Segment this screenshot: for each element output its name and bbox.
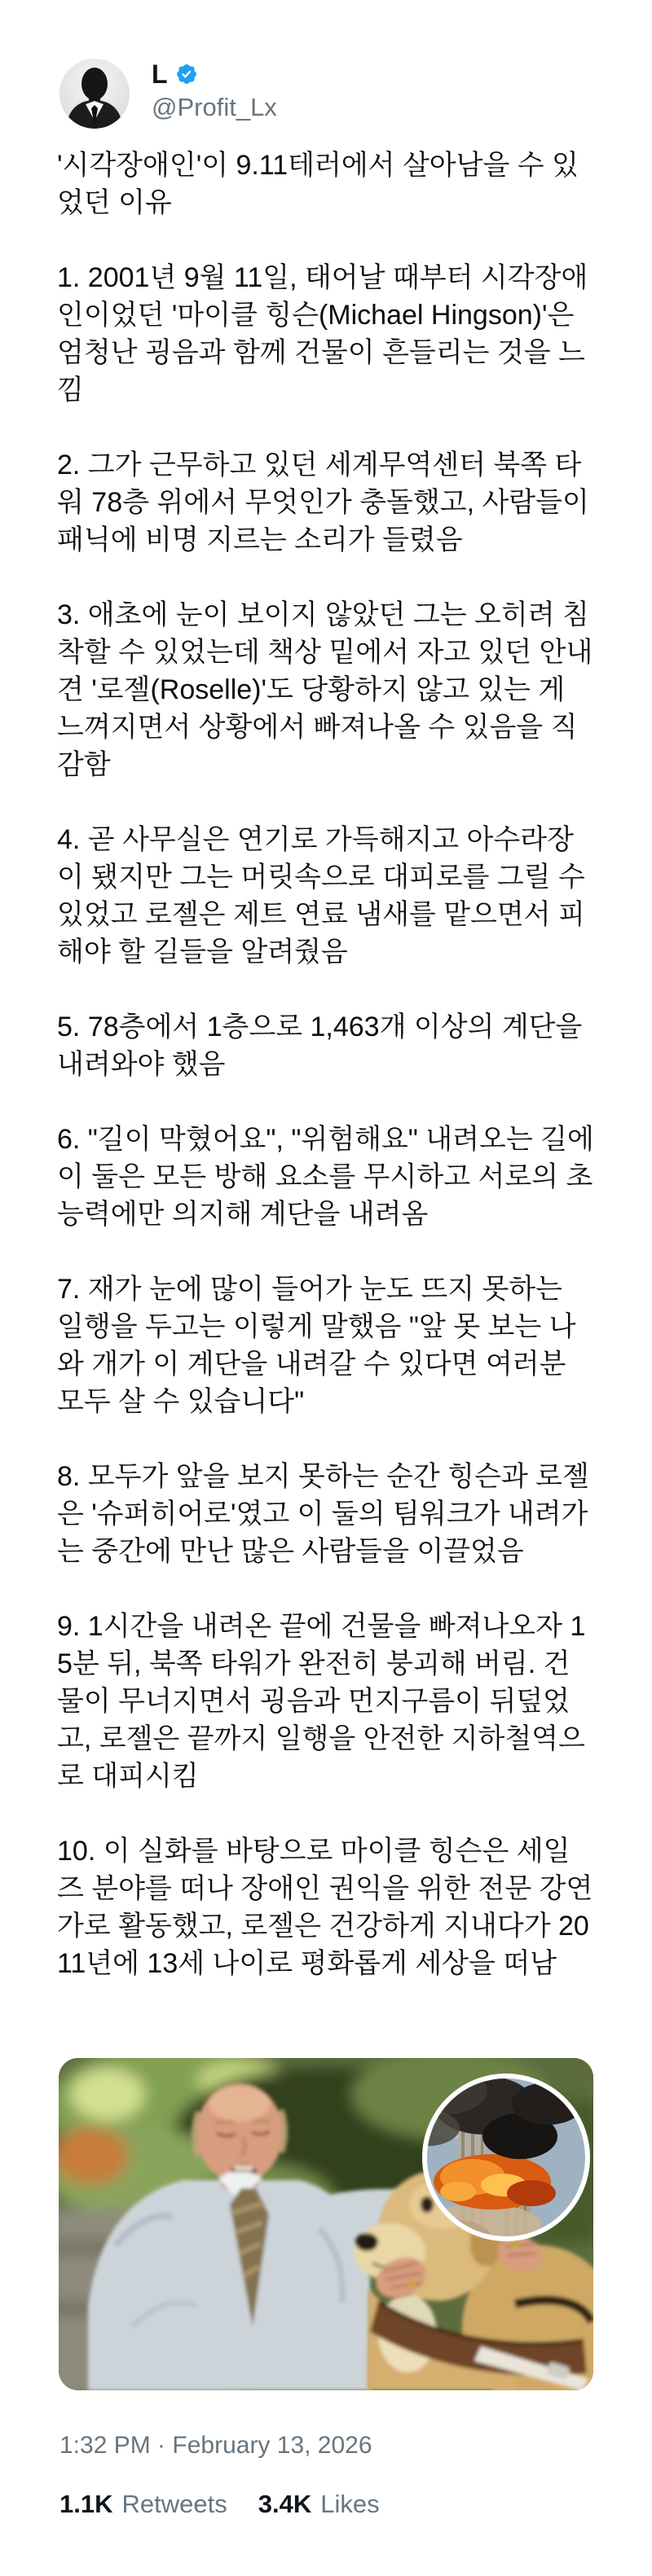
- avatar[interactable]: [59, 59, 130, 129]
- tweet-paragraph-4: 4. 곧 사무실은 연기로 가득해지고 아수라장이 됐지만 그는 머릿속으로 대피로를 그릴 수 있었고 로젤은 제트 연료 냄새를 맡으면서 피해야 할 길들을 알려줬음: [57, 824, 585, 968]
- tweet-paragraph-8: 8. 모두가 앞을 보지 못하는 순간 힝슨과 로젤은 '슈퍼히어로'였고 이 둘의 팀워크가 내려가는 중간에 만난 많은 사람들을 이끌었음: [57, 1461, 589, 1567]
- tweet-paragraph-5: 5. 78층에서 1층으로 1,463개 이상의 계단을 내려와야 했음: [57, 1012, 583, 1080]
- tweet-paragraph-10: 10. 이 실화를 바탕으로 마이클 힝슨은 세일즈 분야를 떠나 장애인 권익을 위한 전문 강연가로 활동했고, 로젤은 건강하게 지내다가 2011년에 13세 나이로 평화롭게 세상을 떠남: [57, 1836, 593, 1979]
- tweet-paragraph-2: 2. 그가 근무하고 있던 세계무역센터 북쪽 타워 78층 위에서 무엇인가 충돌했고, 사람들이 패닉에 비명 지르는 소리가 들렸음: [57, 450, 589, 555]
- author-handle[interactable]: @Profit_Lx: [152, 93, 277, 121]
- tweet-paragraph-1: 1. 2001년 9월 11일, 태어날 때부터 시각장애인이었던 '마이클 힝슨(Michael Hingson)'은 엄청난 굉음과 함께 건물이 흔들리는 것을 느낌: [57, 262, 588, 406]
- likes-label: Likes: [320, 2490, 380, 2518]
- author-name: L: [152, 59, 168, 89]
- tweet-paragraph-3: 3. 애초에 눈이 보이지 않았던 그는 오히려 침착할 수 있었는데 책상 밑에서 자고 있던 안내견 '로젤(Roselle)'도 당황하지 않고 있는 게 느껴지면서 상황에서 빠져나올 수 있음을 직감함: [57, 599, 593, 780]
- tweet-photo[interactable]: [59, 2058, 593, 2390]
- retweets-count: 1.1K: [59, 2490, 113, 2518]
- likes-count: 3.4K: [258, 2490, 312, 2518]
- tweet-paragraph-7: 7. 재가 눈에 많이 들어가 눈도 뜨지 못하는 일행을 두고는 이렇게 말했음 "앞 못 보는 나와 개가 이 계단을 내려갈 수 있다면 여러분 모두 살 수 있습니다": [57, 1274, 576, 1417]
- tweet-headline: '시각장애인'이 9.11테러에서 살아남을 수 있었던 이유: [57, 150, 579, 218]
- timestamp[interactable]: 1:32 PM · February 13, 2026: [59, 2432, 372, 2459]
- tweet-paragraph-9: 9. 1시간을 내려온 끝에 건물을 빠져나오자 15분 뒤, 북쪽 타워가 완전히 붕괴해 버림. 건물이 무너지면서 굉음과 먼지구름이 뒤덮었고, 로젤은 끝까지 일행을 안전한 지하철역으로 대피시킴: [57, 1611, 586, 1792]
- verified-badge-icon: [175, 63, 198, 86]
- stats-bar: [59, 2489, 380, 2520]
- tweet-paragraph-6: 6. "길이 막혔어요", "위험해요" 내려오는 길에 이 둘은 모든 방해 요소를 무시하고 서로의 초능력에만 의지해 계단을 내려옴: [57, 1124, 594, 1230]
- likes-stat[interactable]: [258, 2489, 380, 2520]
- retweets-stat[interactable]: [59, 2489, 227, 2520]
- retweets-label: Retweets: [121, 2490, 227, 2518]
- photo-illustration: [59, 2058, 593, 2390]
- author-name-row[interactable]: [152, 60, 198, 88]
- tweet-text: [57, 147, 597, 2020]
- avatar-silhouette-icon: [59, 59, 130, 129]
